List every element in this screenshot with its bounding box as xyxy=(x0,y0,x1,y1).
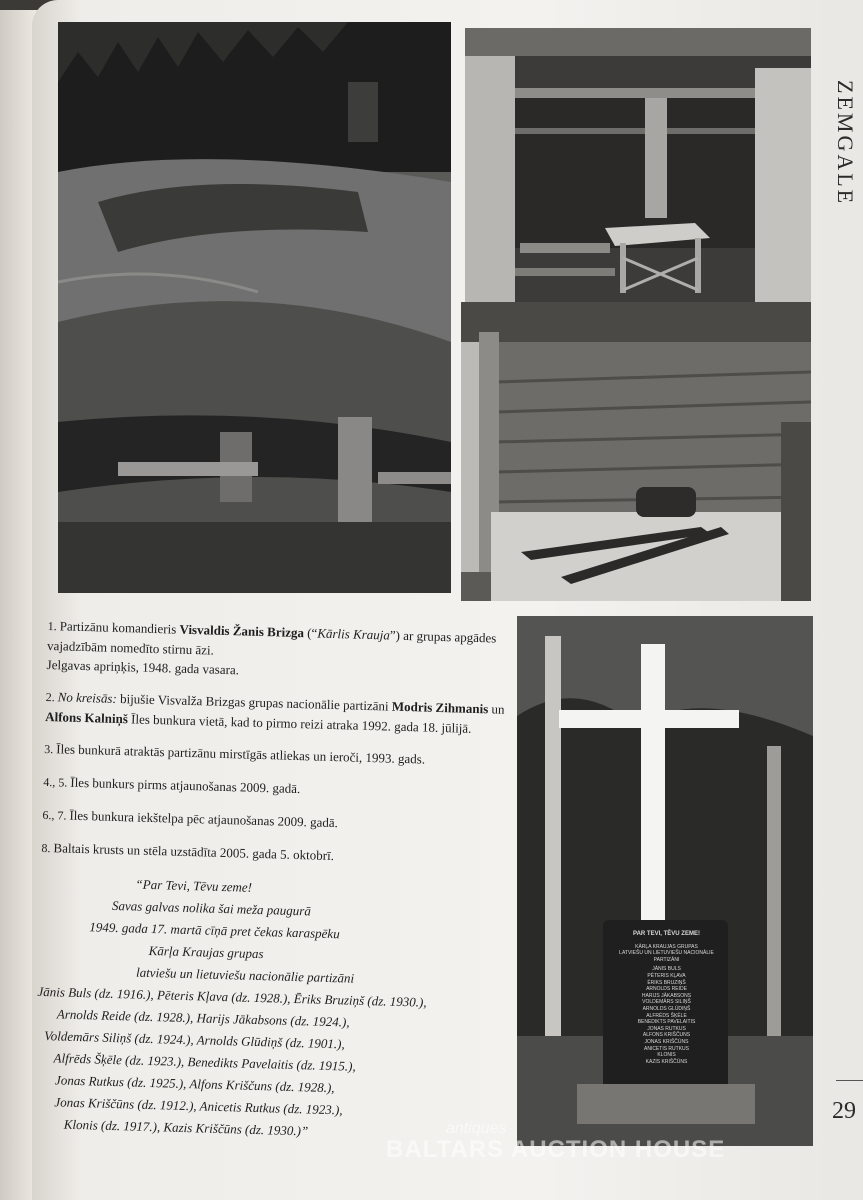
plaque-name: HARIJS JĀKABSONS xyxy=(641,992,692,999)
captions-block xyxy=(34,616,518,1148)
caption-text: Jelgavas apriņķis, 1948. gada vasara. xyxy=(46,656,240,678)
photo-bunker-weapons xyxy=(461,302,811,601)
caption-6 xyxy=(41,838,511,871)
caption-2 xyxy=(45,687,516,739)
caption-text: un xyxy=(488,701,505,717)
caption-number: 2. xyxy=(45,689,58,705)
inscription-line: latviešu un lietuviešu nacionālie partizāni xyxy=(135,964,355,986)
inscription-line: Jonas Kriščūns (dz. 1912.), Anicetis Rutkus (dz. 1923.), xyxy=(54,1094,343,1118)
plaque-name: JONAS RUTKUS xyxy=(647,1025,686,1032)
photo-bunker-interior-table xyxy=(465,28,811,311)
inscription-line: Alfrēds Šķēle (dz. 1923.), Benedikts Pavelaitis (dz. 1915.), xyxy=(53,1050,356,1074)
caption-list xyxy=(41,616,518,871)
caption-text: Partizānu komandieris xyxy=(59,618,180,637)
inscription-line: “Par Tevi, Tēvu zeme! xyxy=(135,876,253,895)
caption-text: Kārlis Krauja xyxy=(317,625,391,643)
inscription-line: Arnolds Reide (dz. 1928.), Harijs Jākabsons (dz. 1924.), xyxy=(56,1006,350,1030)
caption-1 xyxy=(46,616,517,687)
plaque-sub: KĀRĻA KRAUJAS GRUPAS xyxy=(635,943,698,950)
plaque-names xyxy=(607,966,726,1065)
caption-text: ”) ar grupas apgādes vajadzībām nomedīto stirnu āzi. xyxy=(46,627,497,658)
inscription-line: Voldemārs Siliņš (dz. 1924.), Arnolds Glūdiņš (dz. 1901.), xyxy=(44,1028,345,1052)
inscription-line: Jānis Buls (dz. 1916.), Pēteris Kļava (dz. 1928.), Ēriks Bruziņš (dz. 1930.), xyxy=(37,983,427,1010)
caption-number: 8. xyxy=(41,840,54,856)
plaque-heading: PAR TEVI, TĒVU ZEME! xyxy=(633,931,700,937)
caption-text: Alfons Kalniņš xyxy=(44,708,129,727)
plaque-name: PĒTERIS KĻAVA xyxy=(647,972,686,979)
page-number: 29 xyxy=(832,1098,856,1124)
inscription-line: Klonis (dz. 1917.), Kazis Kriščūns (dz. 1930.)” xyxy=(63,1116,309,1139)
caption-text: bijušie Visvalža Brizgas grupas nacionālie partizāni xyxy=(116,690,393,714)
inscription-line: Jonas Rutkus (dz. 1925.), Alfons Kriščuns (dz. 1928.), xyxy=(54,1072,335,1096)
caption-text: Īles bunkurā atraktās partizānu mirstīgās atliekas un ieroči, 1993. gads. xyxy=(56,741,426,767)
caption-text: Īles bunkurs pirms atjaunošanas 2009. gadā. xyxy=(70,774,301,797)
plaque-name: VOLDEMĀRS SILIŅŠ xyxy=(642,999,691,1006)
watermark-main: BALTARS AUCTION HOUSE xyxy=(386,1136,726,1163)
caption-text: Visvaldis Žanis Brizga xyxy=(179,621,305,641)
plaque-name: ALFONS KRIŠČUNS xyxy=(642,1032,691,1039)
inscription-line: 1949. gada 17. martā cīņā pret čekas karaspēku xyxy=(89,919,340,942)
plaque-name: ANICETIS RUTKUS xyxy=(643,1045,689,1052)
photo-forest-trench xyxy=(58,22,451,593)
caption-text: Baltais krusts un stēla uzstādīta 2005. gada 5. oktobrī. xyxy=(53,840,335,864)
caption-3 xyxy=(44,739,514,772)
caption-number: 1. xyxy=(47,618,60,634)
watermark-small: antiques xyxy=(446,1120,507,1137)
plaque-name: ALFRĒDS ŠĶĒLE xyxy=(646,1012,687,1019)
plaque-name: KLONIS xyxy=(657,1052,676,1059)
caption-text: Īles bunkura iekštelpa pēc atjaunošanas 2009. gadā. xyxy=(69,807,339,831)
inscription-line: Savas galvas nolika šai meža paugurā xyxy=(111,897,312,919)
plaque-sub2: LATVIEŠU UN LIETUVIEŠU NACIONĀLIE PARTIZĀNI xyxy=(619,950,714,963)
plaque-name: JĀNIS BULS xyxy=(652,966,681,973)
caption-number: 3. xyxy=(44,741,57,757)
memorial-inscription xyxy=(34,871,511,1148)
caption-number: 4., 5. xyxy=(43,774,71,790)
caption-text: No kreisās: xyxy=(57,689,118,706)
caption-text: Īles bunkura vietā, kad to pirmo reizi atraka 1992. gada 18. jūlijā. xyxy=(127,711,472,736)
watermark xyxy=(386,1120,786,1170)
inscription-line: Kārļa Kraujas grupas xyxy=(148,942,264,962)
plaque-name: BENEDIKTS PAVELAITIS xyxy=(637,1019,696,1026)
plaque-name: ARNOLDS GLŪDIŅŠ xyxy=(642,1005,691,1012)
memorial-plaque xyxy=(607,928,726,1098)
page-number-rule xyxy=(836,1080,863,1081)
plaque-name: KAZIS KRIŠČŪNS xyxy=(645,1058,688,1065)
plaque-name: ARNOLDS REIDE xyxy=(646,986,687,993)
plaque-name: ĒRIKS BRUZIŅŠ xyxy=(647,979,686,986)
caption-4 xyxy=(43,772,513,805)
plaque-name: JONAS KRIŠČŪNS xyxy=(644,1038,689,1045)
caption-text: (“ xyxy=(303,625,318,641)
section-label: ZEMGALE xyxy=(833,80,858,207)
caption-5 xyxy=(42,805,512,838)
caption-text: Modris Zihmanis xyxy=(391,698,489,717)
caption-number: 6., 7. xyxy=(42,807,70,823)
